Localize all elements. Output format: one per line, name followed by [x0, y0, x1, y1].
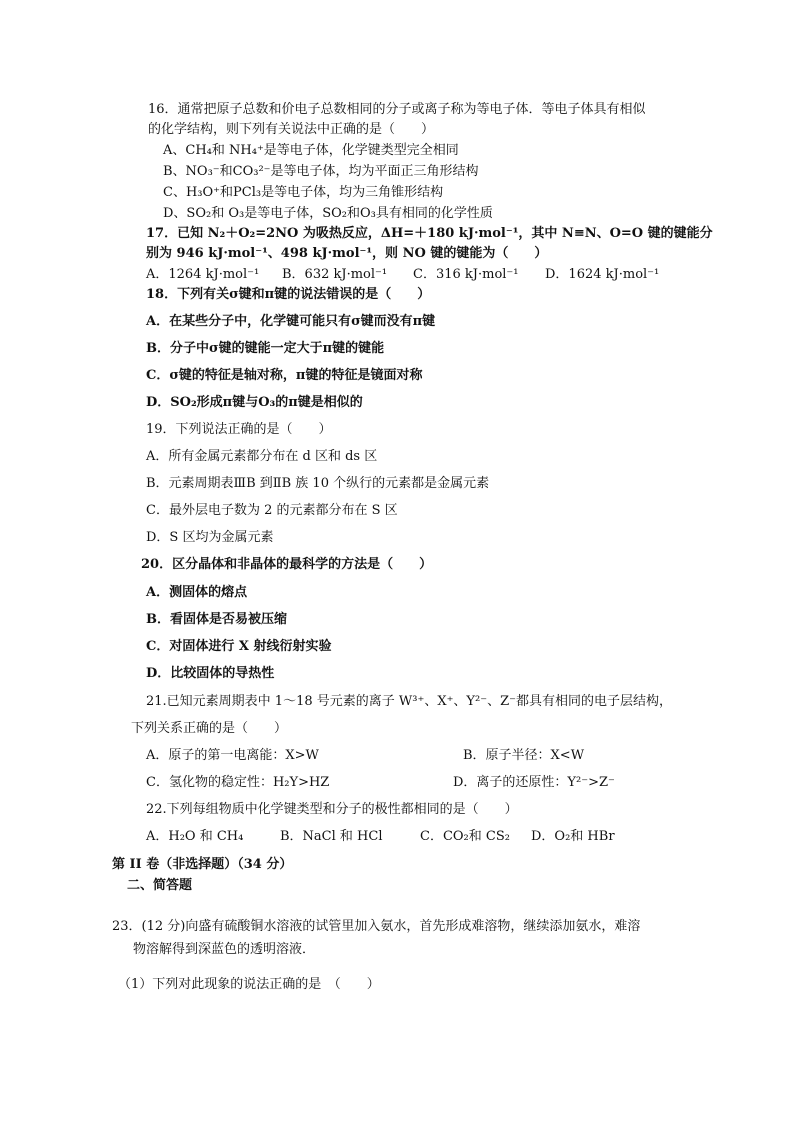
q23-sub1: （1）下列对此现象的说法正确的是 （ ） — [118, 977, 380, 992]
q17-option-b: B．632 kJ·mol⁻¹ — [282, 267, 388, 282]
q23-stem-line1: 23．(12 分)向盛有硫酸铜水溶液的试管里加入氨水，首先形成难溶物，继续添加氨水，难溶 — [112, 919, 641, 934]
q21-option-b: B．原子半径：X<W — [463, 748, 585, 763]
section2-title: 第 II 卷（非选择题）（34 分） — [112, 857, 293, 872]
q17-option-c: C．316 kJ·mol⁻¹ — [413, 267, 519, 282]
q16-option-a: A、CH₄和 NH₄⁺是等电子体，化学键类型完全相同 — [163, 143, 459, 158]
q18-stem: 18．下列有关σ键和π键的说法错误的是（ ） — [146, 287, 431, 302]
q21-option-c: C．氢化物的稳定性：H₂Y>HZ — [146, 775, 330, 790]
q17-option-a: A．1264 kJ·mol⁻¹ — [146, 267, 260, 282]
section2-subtitle: 二、简答题 — [127, 878, 193, 893]
q21-option-a: A．原子的第一电离能：X>W — [146, 748, 319, 763]
q22-option-a: A．H₂O 和 CH₄ — [146, 829, 244, 844]
q16-option-b: B、NO₃⁻和CO₃²⁻是等电子体，均为平面正三角形结构 — [163, 164, 479, 179]
q21-stem-line1: 21.已知元素周期表中 1～18 号元素的离子 W³⁺、X⁺、Y²⁻、Z⁻都具有相同的电子层结构， — [146, 694, 672, 709]
q16-option-d: D、SO₂和 O₃是等电子体，SO₂和O₃具有相同的化学性质 — [163, 206, 493, 221]
q18-option-d: D．SO₂形成π键与O₃的π键是相似的 — [146, 395, 363, 410]
q21-option-d: D．离子的还原性：Y²⁻>Z⁻ — [453, 775, 615, 790]
q18-option-c: C．σ键的特征是轴对称，π键的特征是镜面对称 — [146, 368, 423, 383]
q22-option-c: C．CO₂和 CS₂ — [420, 829, 510, 844]
q17-stem-line2: 别为 946 kJ·mol⁻¹、498 kJ·mol⁻¹，则 NO 键的键能为（ ） — [146, 246, 548, 261]
q20-option-c: C．对固体进行 X 射线衍射实验 — [146, 639, 332, 654]
q18-option-b: B．分子中σ键的键能一定大于π键的键能 — [146, 341, 385, 356]
q22-option-b: B．NaCl 和 HCl — [280, 829, 383, 844]
q16-option-c: C、H₃O⁺和PCl₃是等电子体，均为三角锥形结构 — [163, 185, 444, 200]
q18-option-a: A．在某些分子中，化学键可能只有σ键而没有π键 — [146, 314, 436, 329]
q20-option-b: B．看固体是否易被压缩 — [146, 612, 287, 627]
q21-stem-line2: 下列关系正确的是（ ） — [131, 721, 288, 736]
q16-stem-line1: 16．通常把原子总数和价电子总数相同的分子或离子称为等电子体．等电子体具有相似 — [148, 102, 646, 117]
q17-stem-line1: 17．已知 N₂＋O₂=2NO 为吸热反应，ΔH=＋180 kJ·mol⁻¹，其中 N≡N、O=O 键的键能分 — [146, 226, 713, 241]
q20-option-a: A．测固体的熔点 — [146, 585, 248, 600]
q19-stem: 19．下列说法正确的是（ ） — [146, 422, 332, 437]
q22-stem: 22.下列每组物质中化学键类型和分子的极性都相同的是（ ） — [146, 802, 518, 817]
q19-option-c: C．最外层电子数为 2 的元素都分布在 S 区 — [146, 503, 398, 518]
q23-stem-line2: 物溶解得到深蓝色的透明溶液． — [133, 942, 316, 957]
q19-option-d: D．S 区均为金属元素 — [146, 530, 274, 545]
q17-option-d: D．1624 kJ·mol⁻¹ — [545, 267, 660, 282]
q19-option-a: A．所有金属元素都分布在 d 区和 ds 区 — [146, 449, 378, 464]
q19-option-b: B．元素周期表ⅢB 到ⅡB 族 10 个纵行的元素都是金属元素 — [146, 476, 490, 491]
q20-stem: 20．区分晶体和非晶体的最科学的方法是（ ） — [141, 557, 433, 572]
q20-option-d: D．比较固体的导热性 — [146, 666, 275, 681]
q16-stem-line2: 的化学结构，则下列有关说法中正确的是（ ） — [148, 122, 435, 137]
q22-option-d: D．O₂和 HBr — [531, 829, 615, 844]
